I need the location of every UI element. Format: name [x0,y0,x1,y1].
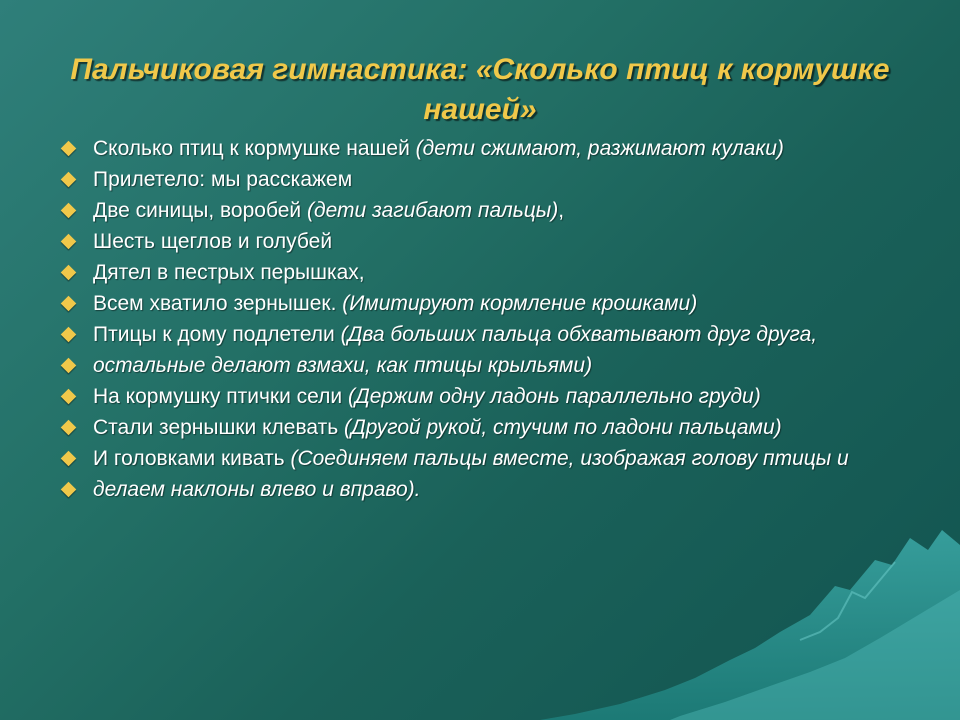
item-text: Птицы к дому подлетели [93,323,341,346]
list-item [60,324,890,346]
item-text: Две синицы, воробей [93,199,307,222]
diamond-bullet-icon [61,172,77,188]
list-item [60,262,890,284]
item-text: Дятел в пестрых перышках, [93,261,365,284]
bullet-list [60,138,890,510]
list-item [60,479,890,501]
list-item [60,293,890,315]
diamond-bullet-icon [61,482,77,498]
list-item [60,200,890,222]
item-text: Сколько птиц к кормушке нашей [93,137,416,160]
item-text: И головками кивать [93,447,291,470]
item-italic-text: (дети загибают пальцы) [307,199,559,222]
diamond-bullet-icon [61,141,77,157]
item-italic-text: (Имитируют кормление крошками) [342,292,698,315]
diamond-bullet-icon [61,265,77,281]
diamond-bullet-icon [61,451,77,467]
item-text: Прилетело: мы расскажем [93,168,353,191]
diamond-bullet-icon [61,420,77,436]
item-text: Стали зернышки клевать [93,416,344,439]
slide-title: Пальчиковая гимнастика: «Сколько птиц к кормушке нашей» [70,53,890,126]
item-italic-text: (Держим одну ладонь параллельно груди) [347,385,761,408]
item-tail-text: , [558,199,565,222]
item-italic-text: делаем наклоны влево и вправо). [93,478,421,501]
item-italic-text: (дети сжимают, разжимают кулаки) [415,137,784,160]
list-item [60,138,890,160]
list-item [60,231,890,253]
diamond-bullet-icon [61,296,77,312]
diamond-bullet-icon [61,358,77,374]
mountains-decoration [480,520,960,720]
diamond-bullet-icon [61,327,77,343]
list-item [60,417,890,439]
item-italic-text: (Два больших пальца обхватывают друг друга, [340,323,818,346]
diamond-bullet-icon [61,389,77,405]
item-italic-text: (Другой рукой, стучим по ладони пальцами) [343,416,782,439]
list-item [60,448,890,470]
item-italic-text: (Соединяем пальцы вместе, изображая голову птицы и [290,447,849,470]
item-text: Всем хватило зернышек. [93,292,343,315]
item-text: Шесть щеглов и голубей [93,230,333,253]
item-italic-text: остальные делают взмахи, как птицы крыльями) [93,354,593,377]
diamond-bullet-icon [61,203,77,219]
list-item [60,386,890,408]
item-text: На кормушку птички сели [93,385,348,408]
list-item [60,355,890,377]
list-item [60,169,890,191]
diamond-bullet-icon [61,234,77,250]
